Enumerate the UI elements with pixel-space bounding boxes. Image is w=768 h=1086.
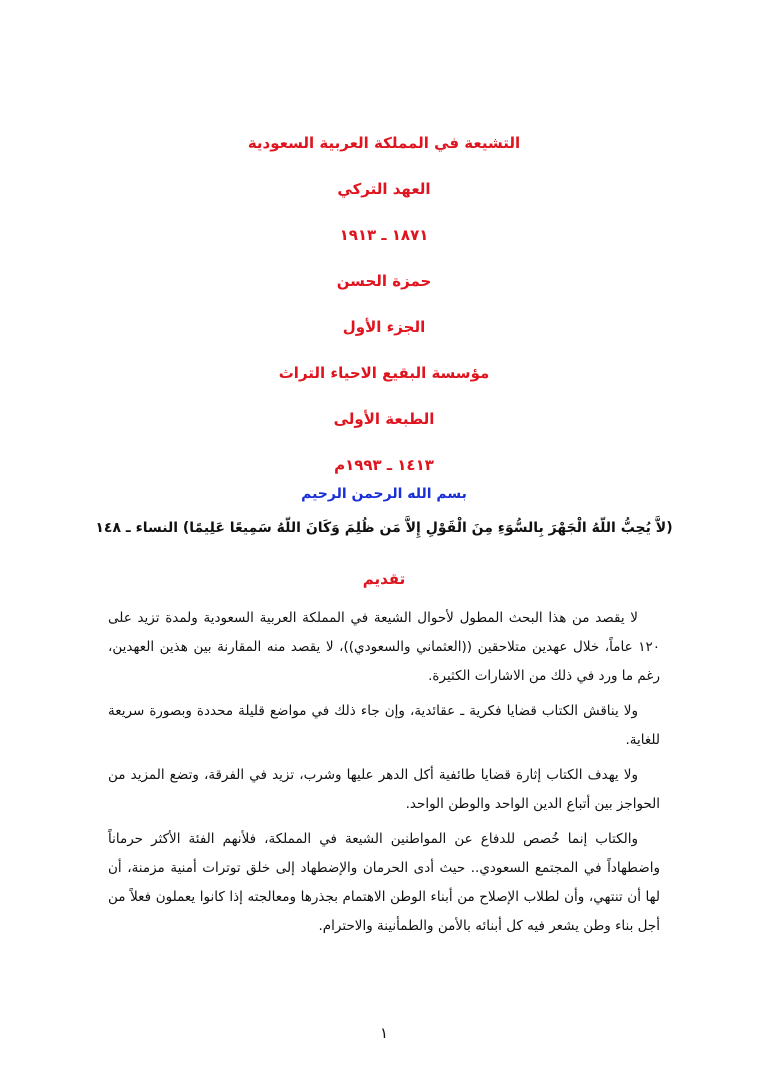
paragraph: والكتاب إنما خُصص للدفاع عن المواطنين الشيعة في المملكة، فلأنهم الفئة الأكثر حرماناً واضطهاداً في المجتمع السعودي.. حيث أدى الحرمان والإضطهاد إلى خلق توترات أمنية مزمنة، أن لها أن تنتهي، وأن لطلاب الإصلاح من أبناء الوطن الاهتمام بجذرها ومعالجته إذا كانوا يعملون فعلاً من أجل بناء وطن يشعر فيه كل أبنائه بالأمن والطمأنينة والاحترام. [108,831,660,934]
paragraph: ولا يهدف الكتاب إثارة قضايا طائفية أكل الدهر عليها وشرب، تزيد في الفرقة، وتضع المزيد من الحواجز بين أتباع الدين الواحد والوطن الواحد. [108,767,660,812]
year-range: ١٨٧١ ـ ١٩١٣ [339,226,429,244]
publisher-name: مؤسسة البقيع الاحياء التراث [278,364,490,382]
page-number: ١ [379,1024,389,1042]
author-name: حمزة الحسن [336,272,432,290]
quran-verse: (لاَّ يُحِبُّ اللّهُ الْجَهْرَ بِالسُّوَءِ مِنَ الْقَوْلِ إِلاَّ مَن ظُلِمَ وَكَانَ اللّهُ سَمِيعًا عَلِيمًا) النساء ـ ١٤٨ [95,520,673,536]
title-block [0,120,768,488]
paragraph: ولا يناقش الكتاب قضايا فكرية ـ عقائدية، وإن جاء ذلك في مواضع قليلة محددة وبصورة سريعة للغاية. [108,703,660,748]
era-subtitle: العهد التركي [337,180,431,198]
body-text [108,604,660,947]
section-heading: تقديم [362,570,406,588]
paragraph: لا يقصد من هذا البحث المطول لأحوال الشيعة في المملكة العربية السعودية ولمدة تزيد على ١٢٠ عاماً، خلال عهدين متلاحقين ((العثماني والسعودي))، لا يقصد منه المقارنة بين هذين العهدين، رغم ما ورد في ذلك من الاشارات الكثيرة. [108,610,660,684]
publication-year: ١٤١٣ ـ ١٩٩٣م [334,456,434,474]
book-title: التشيعة في المملكة العربية السعودية [247,134,521,152]
volume-label: الجزء الأول [342,318,426,336]
edition-label: الطبعة الأولى [333,410,435,428]
basmala: بسم الله الرحمن الرحيم [301,486,467,502]
